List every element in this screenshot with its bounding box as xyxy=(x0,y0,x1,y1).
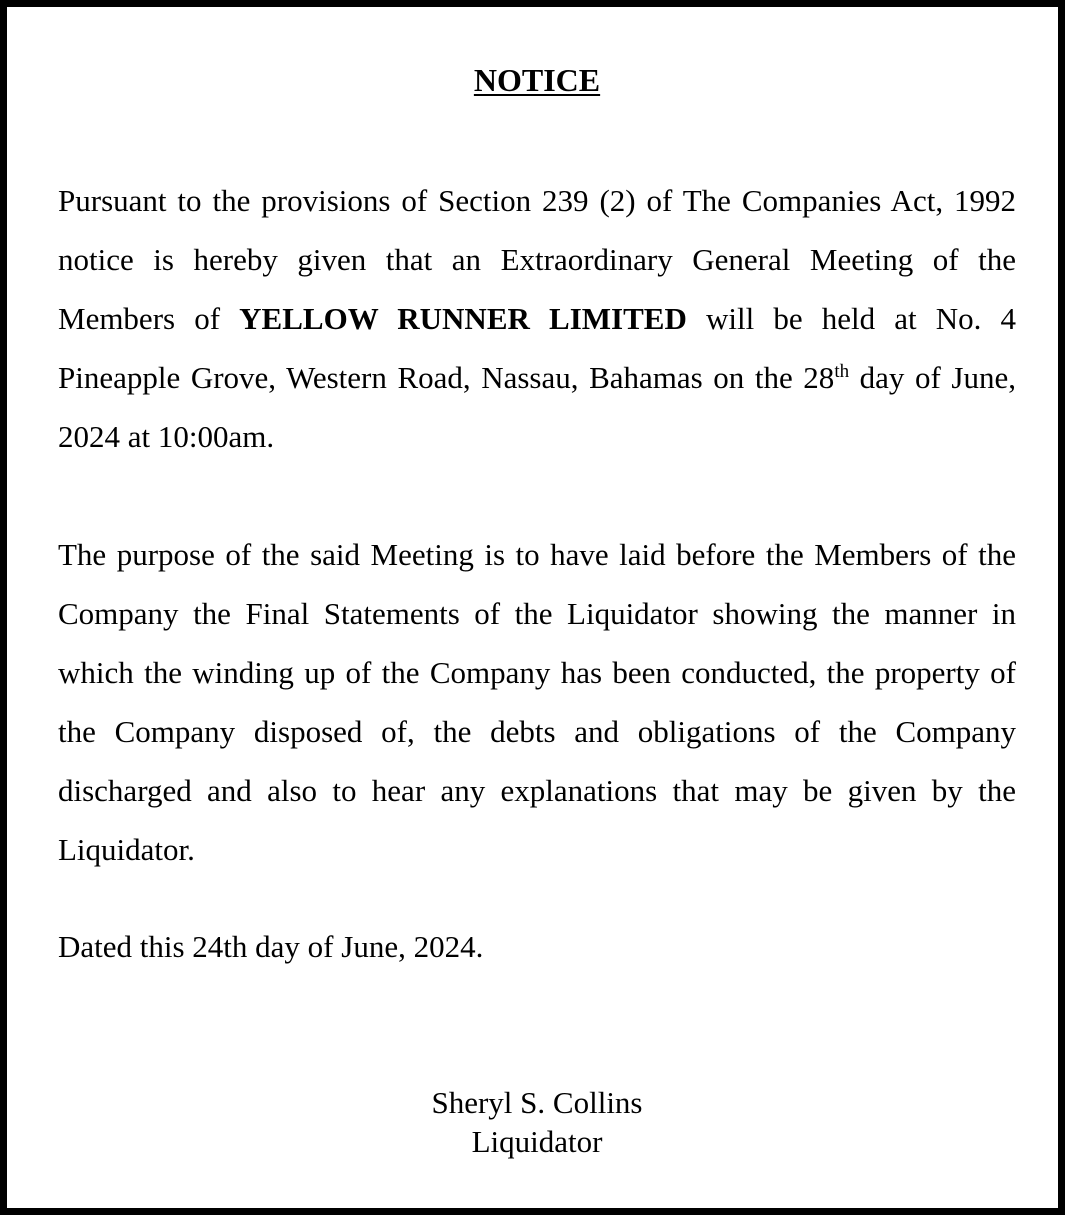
purpose-paragraph: The purpose of the said Meeting is to have laid before the Members of the Company the Final Statements of the Liquidator showing the manner in which the winding up of the Company has been conducted, the property of the Company disposed of, the debts and obligations of the Company discharged and also to hear any explanations that may be given by the Liquidator. xyxy=(58,537,1016,867)
meeting-date-text: day of June, 2024 at 10:00am. xyxy=(58,360,1016,454)
meeting-location-text: will be held at No. 4 Pineapple Grove, Western Road, Nassau, Bahamas on the 28 xyxy=(58,301,1016,395)
meeting-paragraph xyxy=(58,171,1016,466)
dated-line: Dated this 24th day of June, 2024. xyxy=(58,929,484,964)
meeting-intro-text: Pursuant to the provisions of Section 239 (2) of The Companies Act, 1992 notice is hereby given that an Extraordinary General Meeting of the Members of xyxy=(58,183,1016,336)
notice-title: NOTICE xyxy=(473,62,601,98)
signature-block xyxy=(58,1083,1016,1161)
signatory-role: Liquidator xyxy=(471,1124,603,1159)
signatory-name: Sheryl S. Collins xyxy=(431,1085,643,1120)
company-name: YELLOW RUNNER LIMITED xyxy=(239,301,687,336)
ordinal-suffix: th xyxy=(834,361,850,382)
